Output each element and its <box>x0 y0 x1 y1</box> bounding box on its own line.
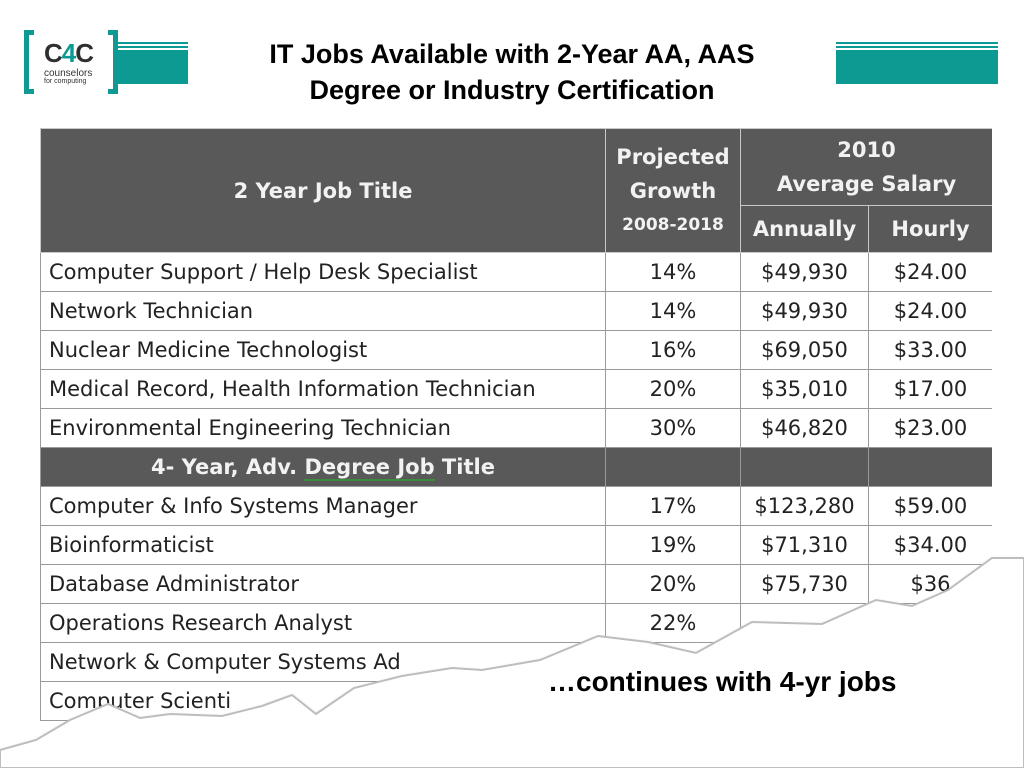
growth-cell: 20% <box>606 370 741 409</box>
growth-cell: 17% <box>606 487 741 526</box>
job-title-cell: Network & Computer Systems Ad <box>41 643 606 682</box>
annual-salary-cell: $75,730 <box>741 565 869 604</box>
header-growth-line1: Projected <box>616 144 730 169</box>
job-title-cell: Nuclear Medicine Technologist <box>41 331 606 370</box>
section-4yr-suffix: Title <box>434 455 495 479</box>
section-4yr-blank <box>869 448 993 487</box>
title-line-2: Degree or Industry Certification <box>309 75 715 105</box>
logo-mark-c2: C <box>75 38 94 68</box>
header-growth-years: 2008-2018 <box>622 214 724 235</box>
annual-salary-cell: $49,930 <box>741 253 869 292</box>
growth-cell: 16% <box>606 331 741 370</box>
job-title-cell: Computer & Info Systems Manager <box>41 487 606 526</box>
logo-line-1: counselors <box>44 68 93 79</box>
hourly-salary-cell: $24.00 <box>869 292 993 331</box>
table-row <box>41 370 993 409</box>
logo-mark-c1: C <box>44 38 62 68</box>
hourly-salary-cell: $17.00 <box>869 370 993 409</box>
annual-salary-cell: $46,820 <box>741 409 869 448</box>
hourly-salary-cell: $33.00 <box>869 331 993 370</box>
header-bar-right <box>836 42 998 85</box>
c4c-logo <box>24 30 124 94</box>
growth-cell: 14% <box>606 253 741 292</box>
hourly-salary-cell: $59.00 <box>869 487 993 526</box>
table-row <box>41 331 993 370</box>
logo-bracket-left <box>24 30 34 94</box>
annual-salary-cell: $69,050 <box>741 331 869 370</box>
section-4yr-blank <box>741 448 869 487</box>
job-title-cell: Computer Scienti <box>41 682 606 721</box>
growth-cell: 14% <box>606 292 741 331</box>
slide-title <box>190 36 834 108</box>
header-salary-label: Average Salary <box>776 172 957 196</box>
hourly-salary-cell: $24.00 <box>869 253 993 292</box>
job-title-cell: Computer Support / Help Desk Specialist <box>41 253 606 292</box>
header-growth <box>606 129 741 253</box>
job-title-cell: Bioinformaticist <box>41 526 606 565</box>
header-salary <box>741 129 993 206</box>
logo-mark <box>44 38 93 69</box>
logo-bracket-right <box>108 30 118 94</box>
tear-shape <box>0 558 1024 768</box>
job-title-cell: Operations Research Analyst <box>41 604 606 643</box>
annual-salary-cell: $123,280 <box>741 487 869 526</box>
annual-salary-cell: $71,310 <box>741 526 869 565</box>
hourly-salary-cell: $23.00 <box>869 409 993 448</box>
table-row <box>41 409 993 448</box>
header-job-title: 2 Year Job Title <box>41 129 606 253</box>
annual-salary-cell: $35,010 <box>741 370 869 409</box>
section-4yr-title <box>41 448 606 487</box>
section-4yr-prefix: 4- Year, Adv. <box>151 455 305 479</box>
header-salary-year: 2010 <box>837 138 896 162</box>
growth-cell: 22% <box>606 604 741 643</box>
growth-cell: 20% <box>606 565 741 604</box>
job-title-cell: Network Technician <box>41 292 606 331</box>
job-title-cell: Database Administrator <box>41 565 606 604</box>
table-row <box>41 292 993 331</box>
job-title-cell: Medical Record, Health Information Technician <box>41 370 606 409</box>
table-row <box>41 253 993 292</box>
annual-salary-cell: $49,930 <box>741 292 869 331</box>
growth-cell: 30% <box>606 409 741 448</box>
header-annually: Annually <box>741 206 869 253</box>
section-header-4yr <box>41 448 993 487</box>
hourly-salary-cell: $36 <box>869 565 993 604</box>
header-hourly: Hourly <box>869 206 993 253</box>
logo-line-2: for computing <box>44 78 87 85</box>
table-row <box>41 487 993 526</box>
growth-cell: 19% <box>606 526 741 565</box>
title-line-1: IT Jobs Available with 2-Year AA, AAS <box>269 39 755 69</box>
hourly-salary-cell: $34.00 <box>869 526 993 565</box>
logo-mark-4: 4 <box>61 38 76 68</box>
header-bar-left <box>118 42 188 85</box>
section-4yr-blank <box>606 448 741 487</box>
continues-caption: …continues with 4-yr jobs <box>548 666 897 697</box>
section-4yr-underlined: Degree Job <box>304 455 435 479</box>
torn-page-edge <box>0 540 1024 768</box>
header-growth-line2: Growth <box>629 178 717 203</box>
job-title-cell: Environmental Engineering Technician <box>41 409 606 448</box>
